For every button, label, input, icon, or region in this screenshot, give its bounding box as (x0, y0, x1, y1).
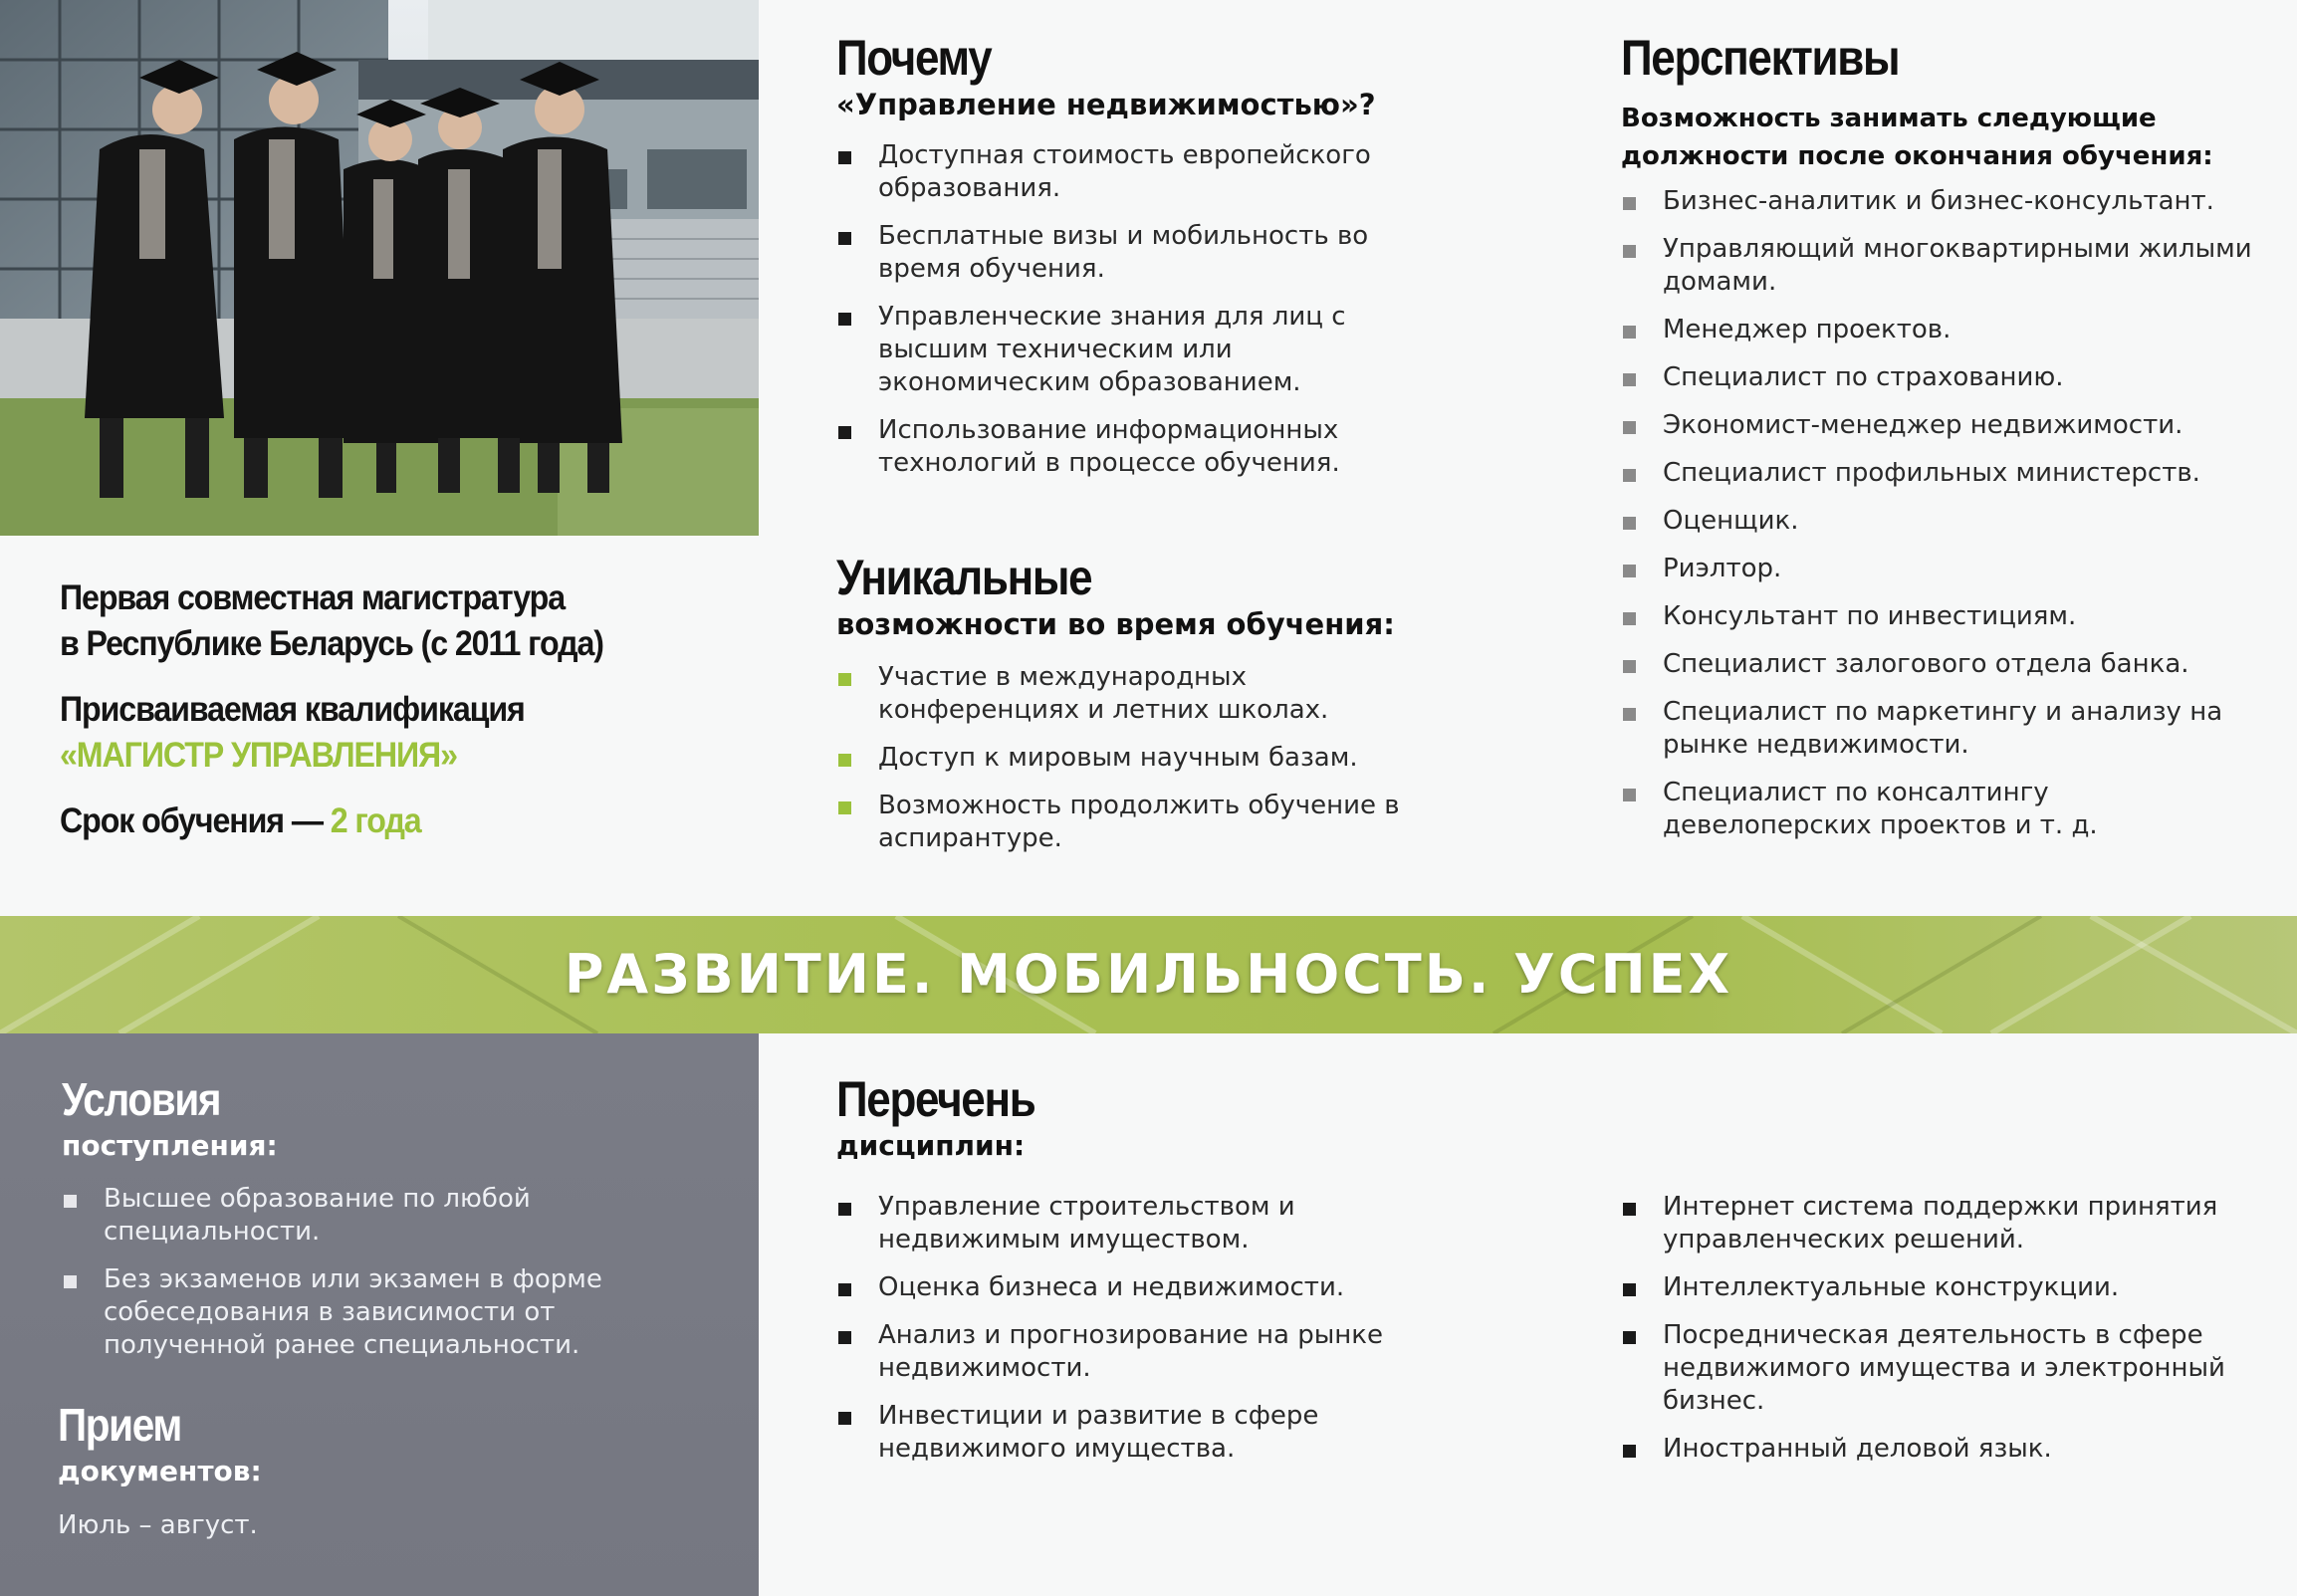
square-bullet-icon (1623, 326, 1636, 339)
disciplines-section (836, 1071, 2250, 1165)
square-bullet-icon (838, 313, 851, 326)
square-bullet-icon (64, 1195, 77, 1208)
prospects-item: Бизнес-аналитик и бизнес-консультант. (1621, 185, 2258, 218)
prospects-item: Менеджер проектов. (1621, 314, 2258, 346)
documents-text: Июль – август. (58, 1510, 258, 1540)
unique-title: Уникальные (836, 550, 1092, 605)
documents-section (58, 1397, 715, 1540)
prospects-item: Управляющий многоквартирными жилыми домами. (1621, 233, 2258, 299)
prospects-item: Специалист профильных министерств. (1621, 457, 2258, 490)
square-bullet-icon (838, 754, 851, 767)
slogan-band (0, 916, 2297, 1033)
conditions-item: Высшее образование по любой специальности. (62, 1183, 719, 1249)
unique-item: Возможность продолжить обучение в аспирантуре. (836, 790, 1414, 855)
square-bullet-icon (1623, 1331, 1636, 1344)
unique-list (836, 661, 1414, 855)
why-title: Почему (836, 30, 992, 86)
why-item: Управленческие знания для лиц с высшим техническим или экономическим образованием. (836, 301, 1414, 399)
square-bullet-icon (1623, 197, 1636, 210)
prospects-item: Специалист залогового отдела банка. (1621, 648, 2258, 681)
square-bullet-icon (64, 1275, 77, 1288)
discipline-item: Анализ и прогнозирование на рынке недвижимости. (836, 1319, 1434, 1385)
why-item: Бесплатные визы и мобильность во время обучения. (836, 220, 1414, 286)
intro-line-2: в Республике Беларусь (с 2011 года) (60, 624, 603, 663)
square-bullet-icon (1623, 373, 1636, 386)
prospects-section (1621, 30, 2258, 842)
why-list (836, 139, 1414, 480)
square-bullet-icon (838, 1203, 851, 1216)
intro-line-1: Первая совместная магистратура (60, 578, 566, 617)
unique-item: Участие в международных конференциях и летних школах. (836, 661, 1414, 727)
square-bullet-icon (1623, 789, 1636, 801)
square-bullet-icon (838, 1412, 851, 1425)
conditions-list (62, 1183, 719, 1362)
square-bullet-icon (838, 1331, 851, 1344)
square-bullet-icon (1623, 612, 1636, 625)
conditions-subtitle: поступления: (62, 1129, 278, 1162)
square-bullet-icon (1623, 245, 1636, 258)
square-bullet-icon (1623, 421, 1636, 434)
square-bullet-icon (838, 1283, 851, 1296)
discipline-item: Интернет система поддержки принятия управленческих решений. (1621, 1191, 2258, 1256)
qualification-label: Присваиваемая квалификация (60, 690, 525, 729)
unique-section (836, 550, 1414, 855)
prospects-item: Специалист по страхованию. (1621, 361, 2258, 394)
graduates-photo-illustration (0, 0, 759, 536)
discipline-item: Посредническая деятельность в сфере недвижимого имущества и электронный бизнес. (1621, 1319, 2258, 1418)
duration-label: Срок обучения — (60, 801, 323, 840)
intro-block (60, 575, 737, 844)
prospects-item: Консультант по инвестициям. (1621, 600, 2258, 633)
disciplines-list-left (836, 1191, 1434, 1466)
prospects-title: Перспективы (1621, 30, 1900, 86)
discipline-item: Инвестиции и развитие в сфере недвижимого имущества. (836, 1400, 1434, 1466)
square-bullet-icon (1623, 660, 1636, 673)
prospects-subtitle-2: должности после окончания обучения: (1621, 141, 2213, 171)
square-bullet-icon (1623, 565, 1636, 577)
square-bullet-icon (838, 673, 851, 686)
conditions-section (62, 1071, 719, 1362)
prospects-item: Специалист по маркетингу и анализу на рынке недвижимости. (1621, 696, 2258, 762)
unique-item: Доступ к мировым научным базам. (836, 742, 1414, 775)
discipline-item: Управление строительством и недвижимым имуществом. (836, 1191, 1434, 1256)
qualification-value: «МАГИСТР УПРАВЛЕНИЯ» (60, 736, 457, 775)
admission-panel (0, 1033, 759, 1596)
conditions-item: Без экзаменов или экзамен в форме собеседования в зависимости от полученной ранее специальности. (62, 1263, 719, 1362)
prospects-item: Риэлтор. (1621, 553, 2258, 585)
discipline-item: Оценка бизнеса и недвижимости. (836, 1271, 1434, 1304)
why-section (836, 30, 1414, 480)
square-bullet-icon (1623, 1283, 1636, 1296)
prospects-list (1621, 185, 2258, 842)
square-bullet-icon (838, 426, 851, 439)
why-item: Доступная стоимость европейского образования. (836, 139, 1414, 205)
square-bullet-icon (1623, 469, 1636, 482)
discipline-item: Интеллектуальные конструкции. (1621, 1271, 2258, 1304)
square-bullet-icon (838, 801, 851, 814)
slogan-text: РАЗВИТИЕ. МОБИЛЬНОСТЬ. УСПЕХ (564, 943, 1733, 1006)
prospects-item: Специалист по консалтингу девелоперских проектов и т. д. (1621, 777, 2258, 842)
square-bullet-icon (838, 151, 851, 164)
square-bullet-icon (1623, 1445, 1636, 1458)
square-bullet-icon (838, 232, 851, 245)
square-bullet-icon (1623, 517, 1636, 530)
conditions-title: Условия (62, 1073, 221, 1125)
why-item: Использование информационных технологий в процессе обучения. (836, 414, 1414, 480)
graduates-photo (0, 0, 759, 536)
unique-subtitle: возможности во время обучения: (836, 607, 1395, 641)
discipline-item: Иностранный деловой язык. (1621, 1433, 2258, 1466)
square-bullet-icon (1623, 708, 1636, 721)
documents-title: Прием (58, 1399, 182, 1451)
disciplines-title: Перечень (836, 1071, 1035, 1127)
disciplines-list-right (1621, 1191, 2258, 1466)
documents-subtitle: документов: (58, 1455, 262, 1487)
why-subtitle: «Управление недвижимостью»? (836, 88, 1376, 121)
prospects-subtitle-1: Возможность занимать следующие (1621, 104, 2157, 133)
prospects-item: Экономист-менеджер недвижимости. (1621, 409, 2258, 442)
duration-value: 2 года (330, 801, 421, 840)
square-bullet-icon (1623, 1203, 1636, 1216)
duration-row (60, 798, 683, 844)
disciplines-subtitle: дисциплин: (836, 1129, 1026, 1162)
prospects-item: Оценщик. (1621, 505, 2258, 538)
